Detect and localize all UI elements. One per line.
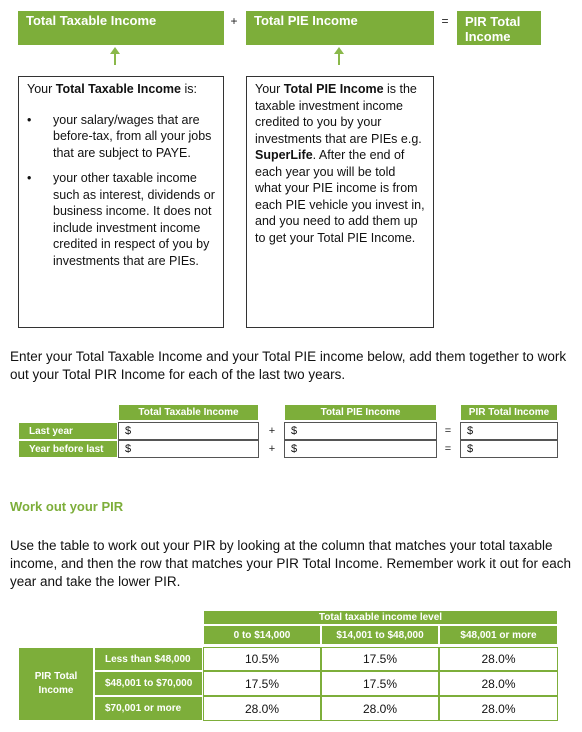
- pie-text-mid: is the taxable investment income credited to you by your investments that are PIEs e.g.: [255, 82, 422, 146]
- pir-rate-cell: 17.5%: [321, 647, 439, 671]
- total-taxable-income-box: [18, 11, 224, 45]
- pir-total-income-box: [457, 11, 541, 45]
- pir-row-label: Less than $48,000: [94, 647, 203, 671]
- calc-row-label-last-year: Last year: [18, 422, 118, 440]
- pir-rate-cell: 17.5%: [203, 671, 321, 696]
- bullet: •: [27, 112, 32, 127]
- equals-sign: =: [444, 425, 452, 437]
- equals-sign: =: [441, 14, 449, 28]
- intro-pre: Your: [27, 82, 56, 96]
- pir-column-header: $48,001 or more: [439, 625, 558, 645]
- equals-sign: =: [444, 443, 452, 455]
- total-pie-income-box-label: Total PIE Income: [254, 13, 358, 28]
- year-before-last-pir-input[interactable]: $: [460, 440, 558, 458]
- plus-sign: +: [268, 425, 276, 437]
- pir-row-label: $70,001 or more: [94, 696, 203, 721]
- last-year-pir-input[interactable]: $: [460, 422, 558, 440]
- pie-text-post: . After the end of each year you will be told what your PIE income is from each PIE vehicle you invest in, and you need to add them up to get your Total PIE Income.: [255, 148, 425, 245]
- pie-text-pre: Your: [255, 82, 284, 96]
- plus-sign: +: [230, 14, 238, 28]
- section-heading: Work out your PIR: [10, 499, 124, 514]
- total-pie-income-box: [246, 11, 434, 45]
- calc-row-label-year-before-last: Year before last: [18, 440, 118, 458]
- pir-rate-cell: 28.0%: [203, 696, 321, 721]
- pie-text-bold2: SuperLife: [255, 148, 313, 162]
- pie-text-bold1: Total PIE Income: [283, 82, 384, 96]
- pir-rate-cell: 17.5%: [321, 671, 439, 696]
- last-year-taxable-input[interactable]: $: [118, 422, 259, 440]
- taxable-list: [27, 112, 215, 270]
- calc-header-taxable: Total Taxable Income: [118, 404, 259, 421]
- pir-row-group-label: PIR Total Income: [18, 647, 94, 721]
- pir-rate-cell: 10.5%: [203, 647, 321, 671]
- calc-header-pir: PIR Total Income: [460, 404, 558, 421]
- pir-rate-cell: 28.0%: [439, 647, 558, 671]
- pir-column-header: 0 to $14,000: [203, 625, 321, 645]
- list-item: [27, 112, 215, 162]
- intro-post: is:: [181, 82, 197, 96]
- pir-column-header: $14,001 to $48,000: [321, 625, 439, 645]
- intro-bold: Total Taxable Income: [55, 82, 181, 96]
- pir-rate-cell: 28.0%: [439, 671, 558, 696]
- taxable-intro: [27, 81, 215, 98]
- bullet: •: [27, 171, 32, 185]
- pir-group-header: Total taxable income level: [203, 610, 558, 625]
- total-taxable-income-box-label: Total Taxable Income: [26, 13, 157, 28]
- list-item-text: your salary/wages that are before-tax, from all your jobs that are subject to PAYE.: [53, 112, 212, 160]
- list-item: [27, 170, 215, 269]
- pie-income-explanation: [246, 76, 434, 328]
- year-before-last-pie-input[interactable]: $: [284, 440, 437, 458]
- taxable-income-explanation: [18, 76, 224, 328]
- arrow-shaft: [114, 53, 116, 65]
- list-item-text: your other taxable income such as interest, dividends or business income. It does not include investment income credited in respect of you by investments that are PIEs.: [53, 171, 215, 268]
- arrow-shaft: [338, 53, 340, 65]
- pir-instruction-text: Use the table to work out your PIR by looking at the column that matches your total taxable income, and then the row that matches your PIR Total Income. Remember work it out for each year and take the lower PIR.: [10, 538, 572, 589]
- last-year-pie-input[interactable]: $: [284, 422, 437, 440]
- pir-row-label: $48,001 to $70,000: [94, 671, 203, 696]
- calc-header-pie: Total PIE Income: [284, 404, 437, 421]
- pir-rate-cell: 28.0%: [439, 696, 558, 721]
- pir-rate-cell: 28.0%: [321, 696, 439, 721]
- year-before-last-taxable-input[interactable]: $: [118, 440, 259, 458]
- instruction-text: Enter your Total Taxable Income and your Total PIE income below, add them together to work out your Total PIR Income for each of the last two years.: [10, 349, 567, 382]
- pir-total-income-box-label: PIR Total Income: [465, 14, 521, 44]
- plus-sign: +: [268, 443, 276, 455]
